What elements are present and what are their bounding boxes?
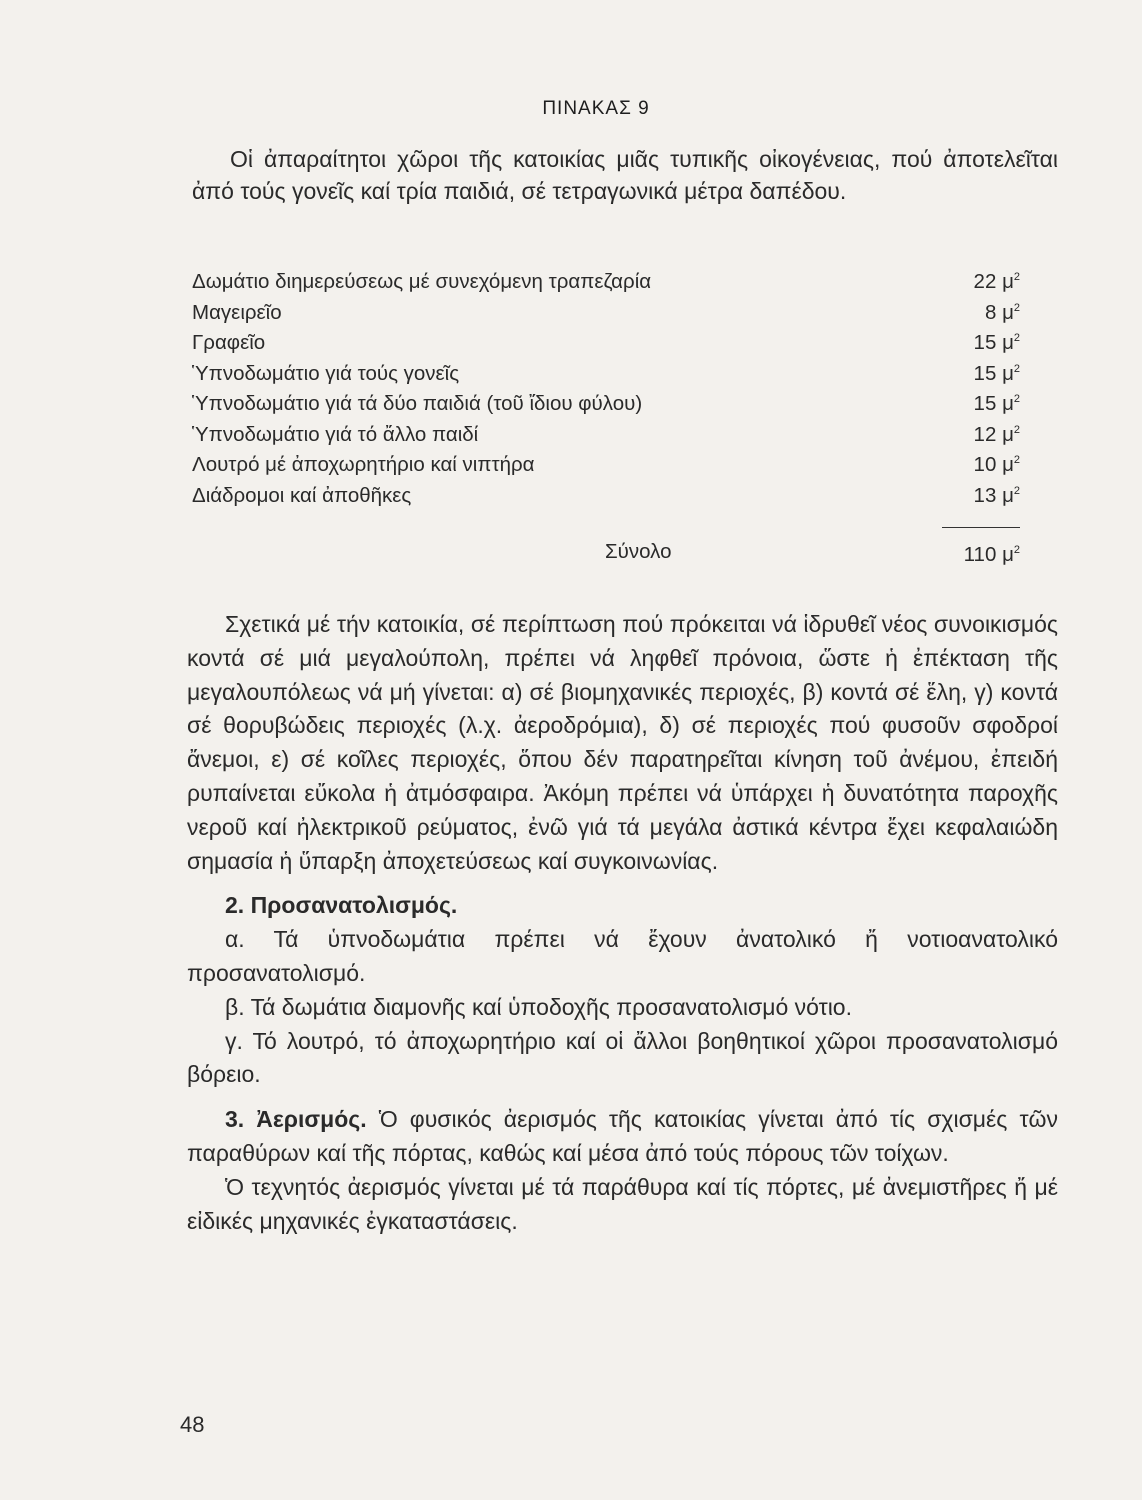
ventilation-paragraph-2: Ὁ τεχνητός ἀερισμός γίνεται μέ τά παράθυρα καί τίς πόρτες, μέ ἀνεμιστῆρες ἤ μέ εἰδικές μηχανικές ἐγκαταστάσεις. — [187, 1173, 1058, 1234]
table-row — [192, 484, 1020, 515]
orientation-item-b: β. Τά δωμάτια διαμονῆς καί ὑποδοχῆς προσανατολισμό νότιο. — [225, 993, 852, 1020]
room-area: 12 $\mu^2$ — [973, 422, 1020, 446]
table-row — [192, 392, 1020, 423]
table-row — [192, 270, 1020, 301]
orientation-item-c: γ. Τό λουτρό, τό ἀποχωρητήριο καί οἱ ἄλλοι βοηθητικοί χῶροι προσανατολισμό βόρειο. — [187, 1027, 1058, 1088]
room-area: 13 $\mu^2$ — [973, 483, 1020, 507]
room-label: Δωμάτιο διημερεύσεως μέ συνεχόμενη τραπεζαρία — [192, 270, 652, 293]
room-label: Γραφεῖο — [192, 331, 266, 354]
total-divider — [942, 527, 1020, 528]
intro-paragraph: Οἱ ἀπαραίτητοι χῶροι τῆς κατοικίας μιᾶς τυπικῆς οἰκογένειας, πού ἀποτελεῖται ἀπό τούς γονεῖς καί τρία παιδιά, σέ τετραγωνικά μέτρα δαπέδου. — [192, 146, 1058, 204]
table-row — [192, 331, 1020, 362]
room-area: 15 $\mu^2$ — [973, 392, 1020, 415]
room-label: Ὑπνοδωμάτιο γιά τά δύο παιδιά (τοῦ ἴδιου φύλου) — [192, 392, 643, 415]
ventilation-text: Ὁ φυσικός ἀερισμός τῆς κατοικίας γίνεται ἀπό τίς σχισμές τῶν παραθύρων καί τῆς πόρτας, καθώς καί μέσα ἀπό τούς πόρους τῶν τοίχων. — [187, 1106, 1058, 1166]
area-table — [192, 270, 1020, 514]
orientation-item-a: α. Τά ὑπνοδωμάτια πρέπει νά ἔχουν ἀνατολικό ἤ νοτιοανατολικό προσανατολισμό. — [187, 926, 1058, 986]
table-row — [192, 301, 1020, 332]
table-title: ΠΙΝΑΚΑΣ 9 — [542, 98, 650, 119]
room-area: 15 $\mu^2$ — [973, 331, 1020, 354]
table-row — [192, 453, 1020, 484]
section-2-heading: 2. Προσανατολισμός. — [225, 892, 458, 919]
location-paragraph: Σχετικά μέ τήν κατοικία, σέ περίπτωση πού πρόκειται νά ἱδρυθεῖ νέος συνοικισμός κοντά σέ μιά μεγαλούπολη, πρέπει νά ληφθεῖ πρόνοια, ὥστε ἡ ἐπέκταση τῆς μεγαλουπόλεως νά μή γίνεται: α) σέ βιομηχανικές περιοχές, β) κοντά σέ ἕλη, γ) κοντά σέ θορυβώδεις περιοχές (λ.χ. ἀεροδρόμια), δ) σέ περιοχές πού φυσοῦν σφοδροί ἄνεμοι, ε) σέ κοῖλες περιοχές, ὅπου δέν παρατηρεῖται κίνηση τοῦ ἀνέμου, ἐπειδή ρυπαίνεται εὔκολα ἡ ἀτμόσφαιρα. Ἀκόμη πρέπει νά ὑπάρχει ἡ δυνατότητα παροχῆς νεροῦ καί ἠλεκτρικοῦ ρεύματος, ἐνῶ γιά τά μεγάλα ἀστικά κέντρα ἔχει κεφαλαιώδη σημασία ἡ ὕπαρξη ἀποχετεύσεως καί συγκοινωνίας. — [187, 611, 1058, 874]
room-label: Διάδρομοι καί ἀποθῆκες — [192, 483, 412, 507]
section-3-heading: 3. Ἀερισμός. — [225, 1106, 367, 1133]
ventilation-paragraph — [187, 1103, 1058, 1171]
table-row — [192, 362, 1020, 393]
room-label: Μαγειρεῖο — [192, 300, 282, 324]
room-area: 15 $\mu^2$ — [973, 361, 1020, 385]
table-row — [192, 423, 1020, 454]
body-text — [187, 608, 1058, 1238]
room-label: Ὑπνοδωμάτιο γιά τούς γονεῖς — [192, 361, 460, 385]
room-area: 10 $\mu^2$ — [973, 453, 1020, 476]
room-label: Λουτρό μέ ἀποχωρητήριο καί νιπτήρα — [192, 453, 535, 476]
total-label: Σύνολο — [605, 540, 672, 563]
room-area: 22 $\mu^2$ — [973, 270, 1020, 293]
page-number: 48 — [180, 1412, 205, 1437]
room-label: Ὑπνοδωμάτιο γιά τό ἄλλο παιδί — [192, 422, 479, 446]
total-area: 110 $\mu^2$ — [963, 543, 1020, 566]
room-area: 8 $\mu^2$ — [984, 300, 1020, 324]
